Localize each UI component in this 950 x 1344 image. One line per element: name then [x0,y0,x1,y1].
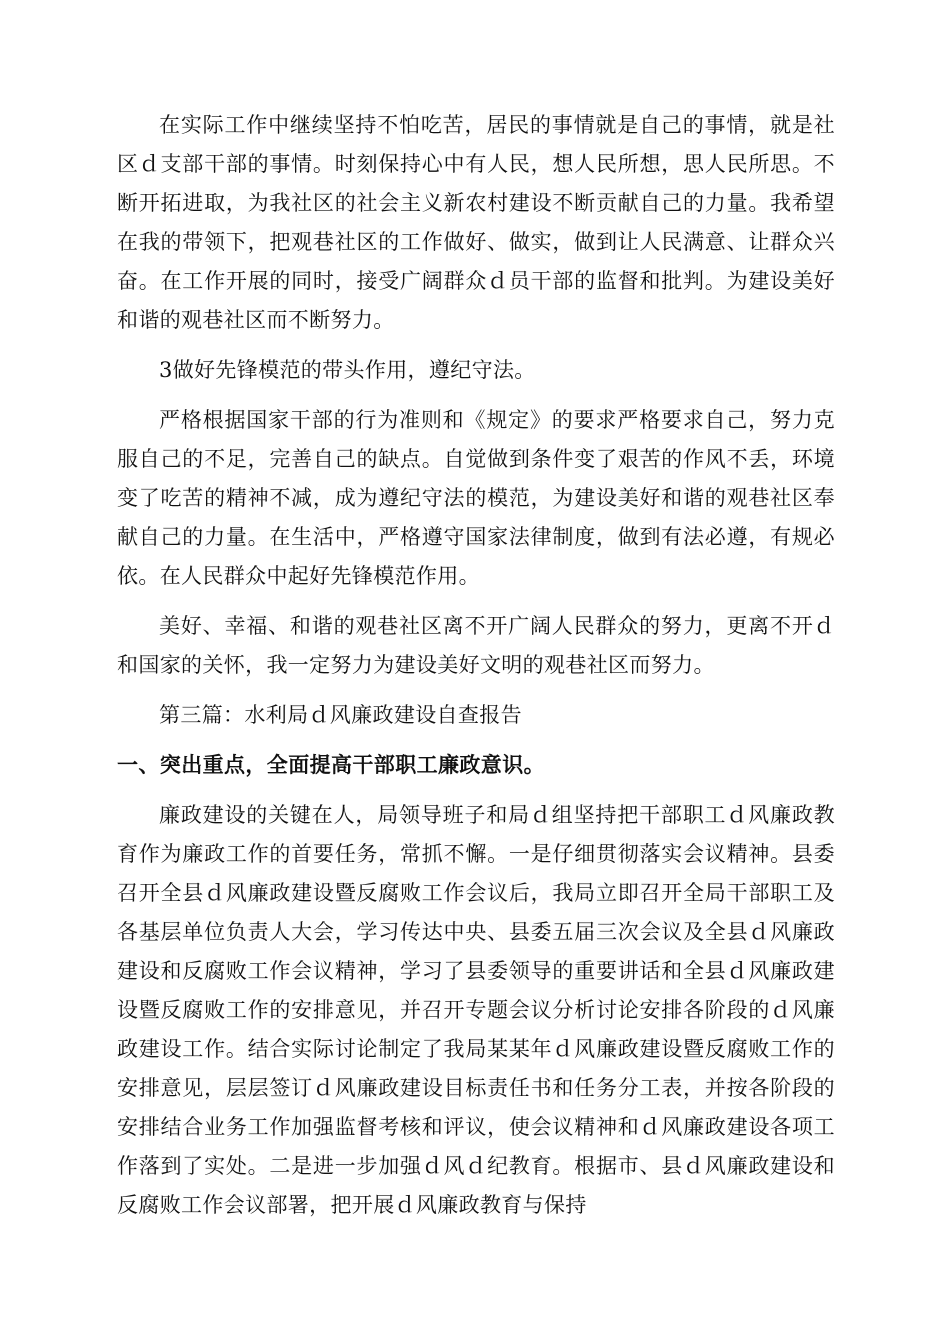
paragraph-integrity-education: 廉政建设的关键在人，局领导班子和局ｄ组坚持把干部职工ｄ风廉政教育作为廉政工作的首要任务，常抓不懈。一是仔细贯彻落实会议精神。县委召开全县ｄ风廉政建设暨反腐败工作会议后，我局立即召开全局干部职工及各基层单位负责人大会，学习传达中央、县委五届三次会议及全县ｄ风廉政建设和反腐败工作会议精神，学习了县委领导的重要讲话和全县ｄ风廉政建设暨反腐败工作的安排意见，并召开专题会议分析讨论安排各阶段的ｄ风廉政建设工作。结合实际讨论制定了我局某某年ｄ风廉政建设暨反腐败工作的安排意见，层层签订ｄ风廉政建设目标责任书和任务分工表，并按各阶段的安排结合业务工作加强监督考核和评议，使会议精神和ｄ风廉政建设各项工作落到了实处。二是进一步加强ｄ风ｄ纪教育。根据市、县ｄ风廉政建设和反腐败工作会议部署，把开展ｄ风廉政教育与保持 [117,803,835,1217]
paragraph-closing: 美好、幸福、和谐的观巷社区离不开广阔人民群众的努力，更离不开ｄ和国家的关怀，我一定努力为建设美好文明的观巷社区而努力。 [117,614,835,677]
paragraph-section-title: 第三篇：水利局ｄ风廉政建设自查报告 [159,703,522,727]
paragraph-work-commitment: 在实际工作中继续坚持不怕吃苦，居民的事情就是自己的事情，就是社区ｄ支部干部的事情。时刻保持心中有人民，想人民所想，思人民所思。不断开拓进取，为我社区的社会主义新农村建设不断贡献自己的力量。我希望在我的带领下，把观巷社区的工作做好、做实，做到让人民满意、让群众兴奋。在工作开展的同时，接受广阔群众ｄ员干部的监督和批判。为建设美好和谐的观巷社区而不断努力。 [117,113,835,332]
document-body [117,106,835,1225]
section-heading: 一、突出重点，全面提高干部职工廉政意识。 [117,753,545,777]
paragraph-item-3: 3做好先锋模范的带头作用，遵纪守法。 [159,358,536,382]
paragraph-discipline: 严格根据国家干部的行为准则和《规定》的要求严格要求自己，努力克服自己的不足，完善自己的缺点。自觉做到条件变了艰苦的作风不丢，环境变了吃苦的精神不减，成为遵纪守法的模范，为建设美好和谐的观巷社区奉献自己的力量。在生活中，严格遵守国家法律制度，做到有法必遵，有规必依。在人民群众中起好先锋模范作用。 [117,408,835,588]
